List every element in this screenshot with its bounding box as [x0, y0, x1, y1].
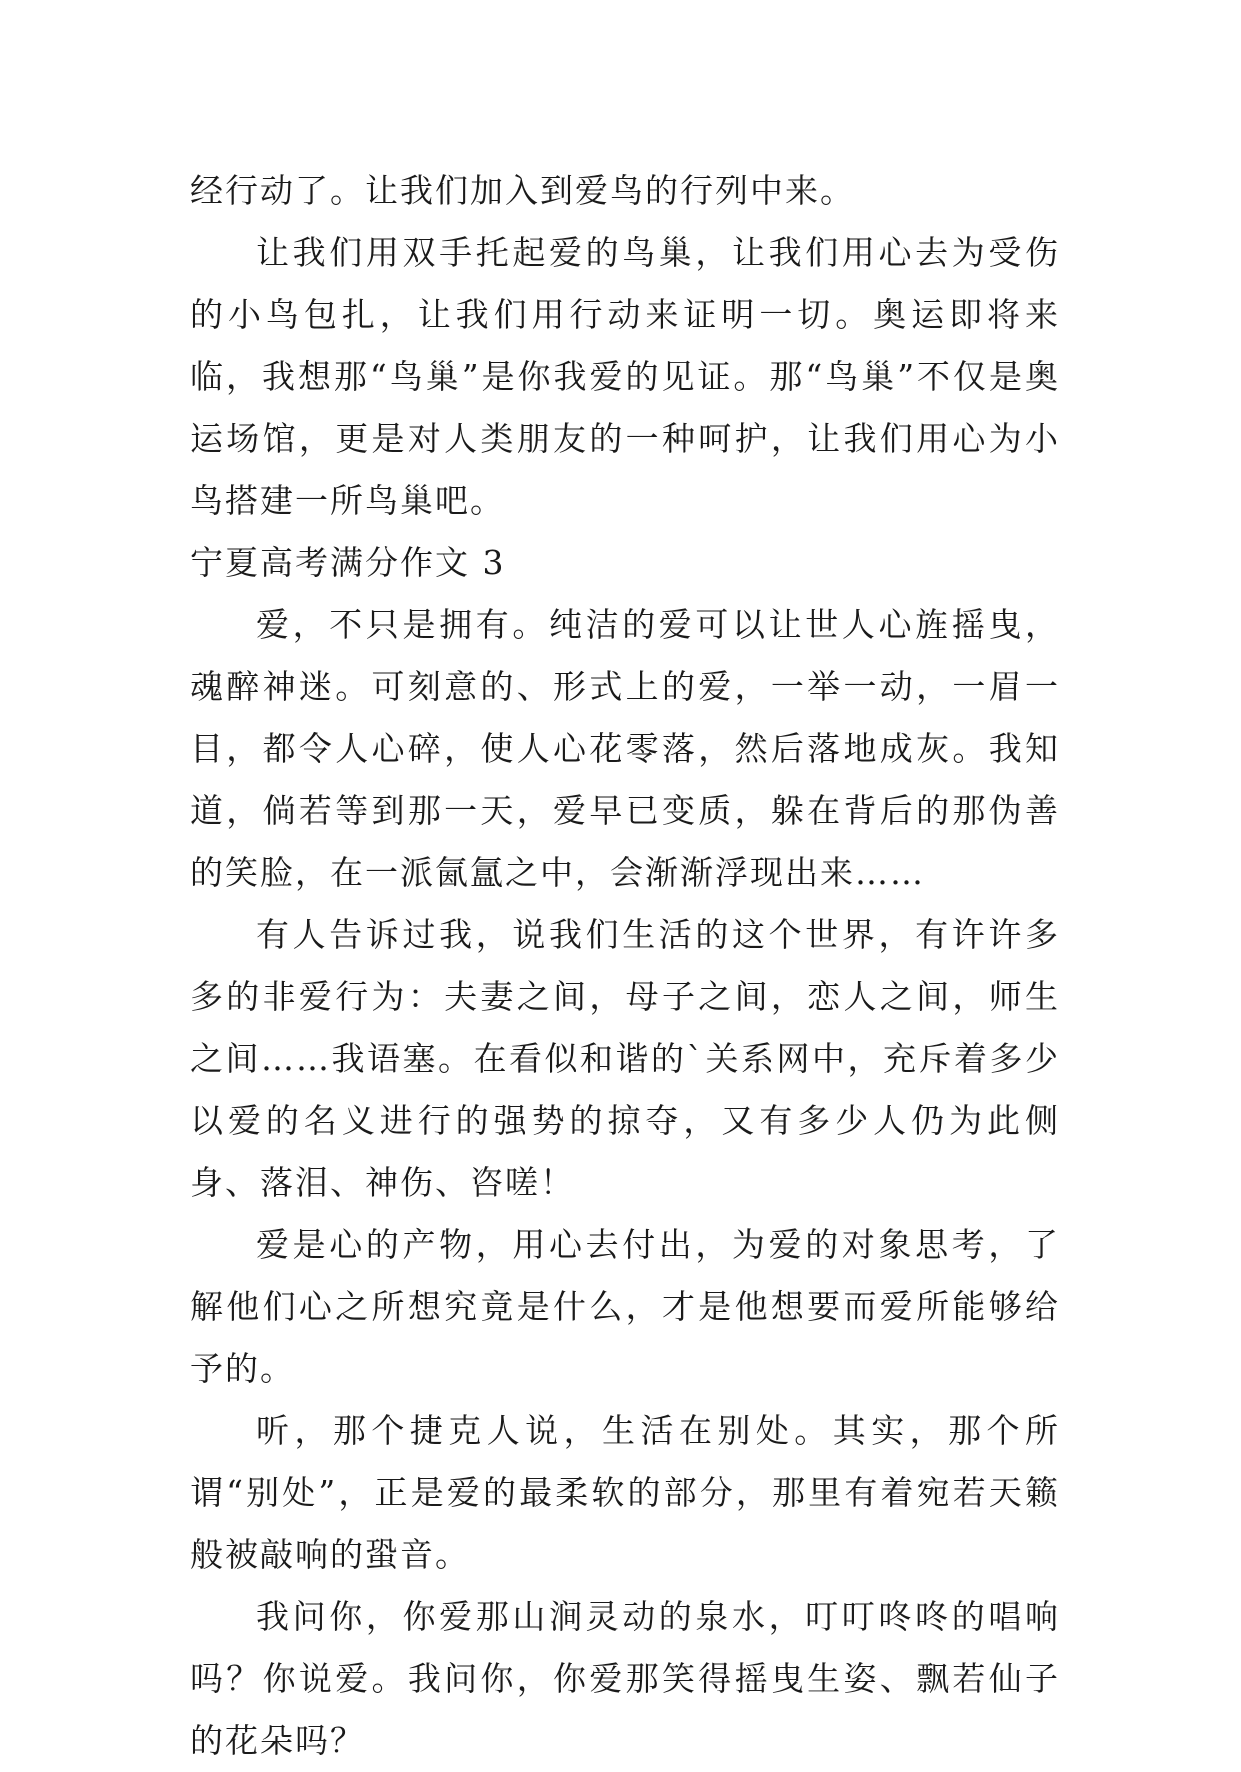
section-heading: 宁夏高考满分作文 3 — [190, 543, 506, 582]
paragraph-life-elsewhere: 听，那个捷克人说，生活在别处。其实，那个所谓“别处”，正是爱的最柔软的部分，那里有着宛若天籁般被敲响的蛩音。 — [190, 1411, 1060, 1574]
paragraph-bird-nest: 让我们用双手托起爱的鸟巢，让我们用心去为受伤的小鸟包扎，让我们用行动来证明一切。奥运即将来临，我想那“鸟巢”是你我爱的见证。那“鸟巢”不仅是奥运场馆，更是对人类朋友的一种呵护，让我们用心为小鸟搭建一所鸟巢吧。 — [190, 233, 1060, 520]
paragraph-i-ask-you: 我问你，你爱那山涧灵动的泉水，叮叮咚咚的唱响吗？你说爱。我问你，你爱那笑得摇曳生姿、飘若仙子的花朵吗？ — [190, 1597, 1060, 1760]
paragraph-continuation: 经行动了。让我们加入到爱鸟的行列中来。 — [190, 171, 855, 210]
paragraph-love-is-from-heart: 爱是心的产物，用心去付出，为爱的对象思考，了解他们心之所想究竟是什么，才是他想要而爱所能够给予的。 — [190, 1225, 1060, 1388]
paragraph-non-love-behaviors: 有人告诉过我，说我们生活的这个世界，有许许多多的非爱行为：夫妻之间，母子之间，恋人之间，师生之间……我语塞。在看似和谐的`关系网中，充斥着多少以爱的名义进行的强势的掠夺，又有多少人仍为此侧身、落泪、神伤、咨嗟！ — [190, 915, 1060, 1202]
paragraph-love-not-only-possession: 爱，不只是拥有。纯洁的爱可以让世人心旌摇曳，魂醉神迷。可刻意的、形式上的爱，一举一动，一眉一目，都令人心碎，使人心花零落，然后落地成灰。我知道，倘若等到那一天，爱早已变质，躲在背后的那伪善的笑脸，在一派氤氲之中，会渐渐浮现出来…… — [190, 605, 1060, 892]
document-body — [190, 160, 1060, 1772]
